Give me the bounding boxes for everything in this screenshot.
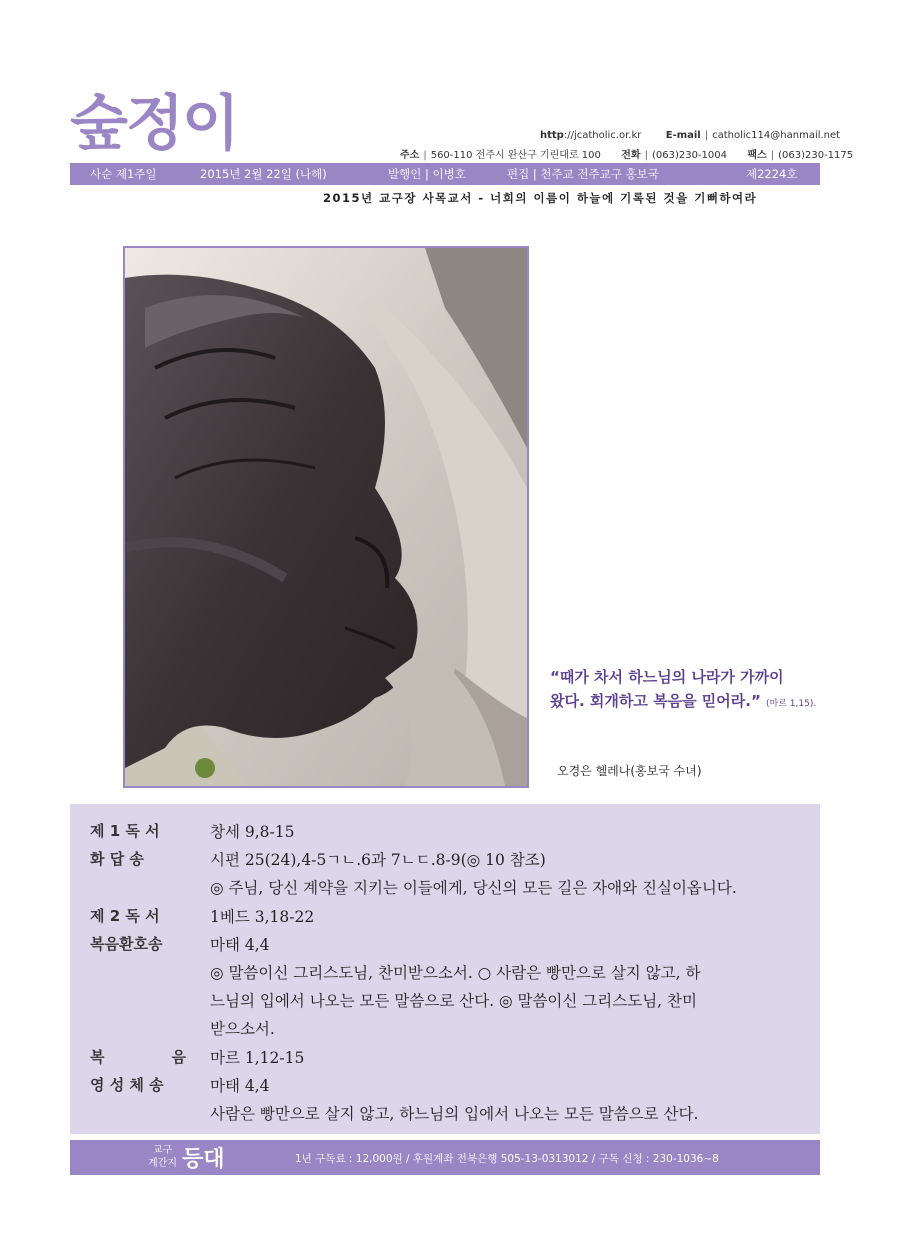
newsletter-logo: 숲정이 <box>70 89 238 159</box>
footer-small-line-1: 교구 <box>152 1145 173 1156</box>
email-link[interactable]: catholic114@hanmail.net <box>712 130 841 141</box>
gospel-label-b: 음 <box>171 1048 186 1066</box>
psalm-value: 시편 25(24),4-5ㄱㄴ.6과 7ㄴㄷ.8-9(◎ 10 참조) <box>210 851 546 869</box>
footer-bar <box>70 1140 820 1175</box>
fax-value: (063)230-1175 <box>778 150 854 161</box>
phone-value: (063)230-1004 <box>651 150 728 161</box>
acclamation-label: 복음환호송 <box>90 935 163 953</box>
editor: 편집 | 천주교 전주교구 홍보국 <box>507 167 659 181</box>
gospel-label <box>90 1046 186 1067</box>
psalm-label: 화 답 송 <box>90 850 144 868</box>
gospel-value: 마르 1,12-15 <box>210 1049 305 1067</box>
publisher: 발행인 | 이병호 <box>388 167 466 181</box>
http-label: http <box>540 130 564 141</box>
issue-date: 2015년 2월 22일 (나해) <box>200 167 327 181</box>
address-value: 560-110 전주시 완산구 기린대로 100 <box>430 150 601 161</box>
email-label: E-mail <box>665 130 701 141</box>
address-label: 주소 <box>400 150 420 161</box>
phone-label: 전화 <box>621 150 641 161</box>
photo-author: 오경은 헬레나(홍보국 수녀) <box>557 764 702 778</box>
footer-small-label <box>148 1144 177 1170</box>
liturgical-week: 사순 제1주일 <box>90 167 157 181</box>
footer-small-line-2: 계간지 <box>148 1158 177 1169</box>
psalm-response: ◎ 주님, 당신 계약을 지키는 이들에게, 당신의 모든 길은 자애와 진실이옵니다. <box>210 879 737 897</box>
pastoral-letter-subtitle: 2015년 교구장 사목교서 - 너희의 이름이 하늘에 기록된 것을 기뻐하여라 <box>323 191 758 205</box>
acclamation-line-1: ◎ 말씀이신 그리스도님, 찬미받으소서. ○ 사람은 빵만으로 살지 않고, 하 <box>210 964 701 982</box>
first-reading-value: 창세 9,8-15 <box>210 823 295 841</box>
acclamation-line-2: 느님의 입에서 나오는 모든 말씀으로 산다. ◎ 말씀이신 그리스도님, 찬미 <box>210 992 697 1010</box>
communion-text: 사람은 빵만으로 살지 않고, 하느님의 입에서 나오는 모든 말씀으로 산다. <box>210 1105 699 1123</box>
quote-reference: (마르 1,15). <box>766 699 817 709</box>
second-reading-value: 1베드 3,18-22 <box>210 908 315 926</box>
acclamation-line-3: 받으소서. <box>210 1020 275 1038</box>
statue-illustration <box>125 248 527 786</box>
address-line: 주소 | 560-110 전주시 완산구 기린대로 100 전화 | (063)230-1004 팩스 | (063)230-1175 <box>400 150 854 161</box>
quarterly-magazine-logo: 등대 <box>182 1146 225 1172</box>
gospel-quote <box>550 665 816 716</box>
gospel-label-a: 복 <box>90 1048 105 1066</box>
subscription-info: 1년 구독료 : 12,000원 / 후원계좌 전북은행 505-13-0313012 / 구독 신청 : 230-1036~8 <box>295 1153 719 1165</box>
website-link[interactable]: ://jcatholic.or.kr <box>563 130 642 141</box>
info-bar <box>70 163 820 185</box>
web-email-line: http://jcatholic.or.kr E-mail | catholic114@hanmail.net <box>540 130 841 141</box>
communion-value: 마태 4,4 <box>210 1077 270 1095</box>
communion-label: 영 성 체 송 <box>90 1076 164 1094</box>
readings-box <box>70 804 820 1134</box>
statue-photo <box>123 246 529 788</box>
quote-line-2: 왔다. 회개하고 복음을 믿어라.” <box>550 692 761 710</box>
second-reading-label: 제 2 독 서 <box>90 907 160 925</box>
acclamation-value: 마태 4,4 <box>210 936 270 954</box>
first-reading-label: 제 1 독 서 <box>90 822 160 840</box>
issue-number: 제2224호 <box>746 167 798 181</box>
quote-line-1: “때가 차서 하느님의 나라가 가까이 <box>550 668 784 686</box>
fax-label: 팩스 <box>747 150 767 161</box>
